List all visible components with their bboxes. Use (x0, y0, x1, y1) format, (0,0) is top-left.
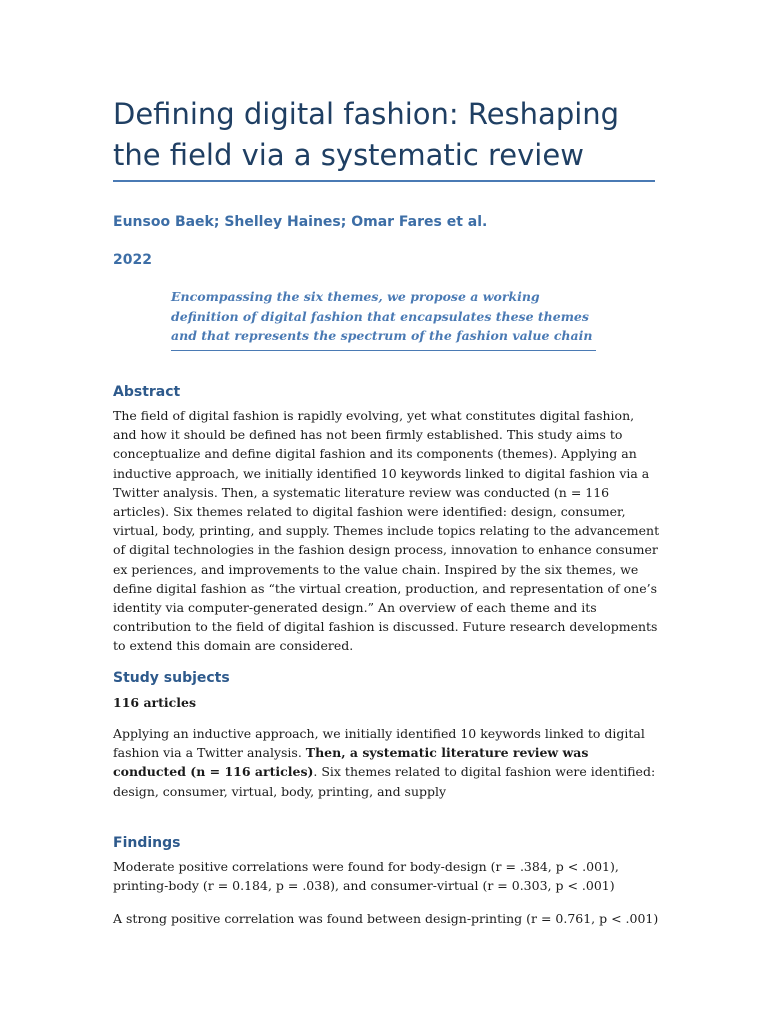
study-subjects-heading: Study subjects (113, 670, 230, 686)
findings-paragraph-2: A strong positive correlation was found between design-printing (r = 0.761, p < .001) (113, 911, 659, 926)
study-subjects-text-end: . Six themes related to digital fashion were identified: design, consumer, virtual, body, printing, and supply (113, 764, 656, 799)
findings-paragraph-1: Moderate positive correlations were found for body-design (r = .384, p < .001), printing-body (r = 0.184, p = .038), and consumer-virtual (r = 0.303, p < .001) (113, 859, 619, 894)
study-subjects-summary: 116 articles (113, 695, 197, 710)
abstract-heading: Abstract (113, 384, 181, 400)
abstract-text: The field of digital fashion is rapidly evolving, yet what constitutes digital fashion, and how it should be defined has not been firmly established. This study aims to conceptualize and define digital fashion and its components (themes). Applying an inductive approach, we initially identified 10 keywords linked to digital fashion via a Twitter analysis. Then, a systematic literature review was conducted (n = 116 articles). Six themes related to digital fashion were identified: design, consumer, virtual, body, printing, and supply. Themes include topics relating to the advancement of digital technologies in the fashion design process, innovation to enhance consumer ex periences, and improvements to the value chain. Inspired by the six themes, we define digital fashion as “the virtual creation, production, and representation of one’s identity via computer-generated design.” An overview of each theme and its contribution to the field of digital fashion is discussed. Future research developments to extend this domain are considered. (113, 408, 660, 654)
study-subjects-text-emphasis: Then, a systematic literature review was conducted (n = 116 articles) (113, 745, 589, 780)
findings-heading: Findings (113, 835, 181, 851)
study-subjects-text-start: Applying an inductive approach, we initially identified 10 keywords linked to digital fashion via a Twitter analysis. (113, 726, 645, 761)
title-underline (113, 180, 655, 182)
publication-year: 2022 (113, 252, 152, 268)
study-subjects-text (113, 724, 661, 801)
authors: Eunsoo Baek; Shelley Haines; Omar Fares et al. (113, 214, 488, 230)
highlight-quote: Encompassing the six themes, we propose a working definition of digital fashion that encapsulates these themes and that represents the spectrum of the fashion value chain (171, 287, 596, 351)
document-title: Defining digital fashion: Reshaping the field via a systematic review (113, 97, 620, 172)
